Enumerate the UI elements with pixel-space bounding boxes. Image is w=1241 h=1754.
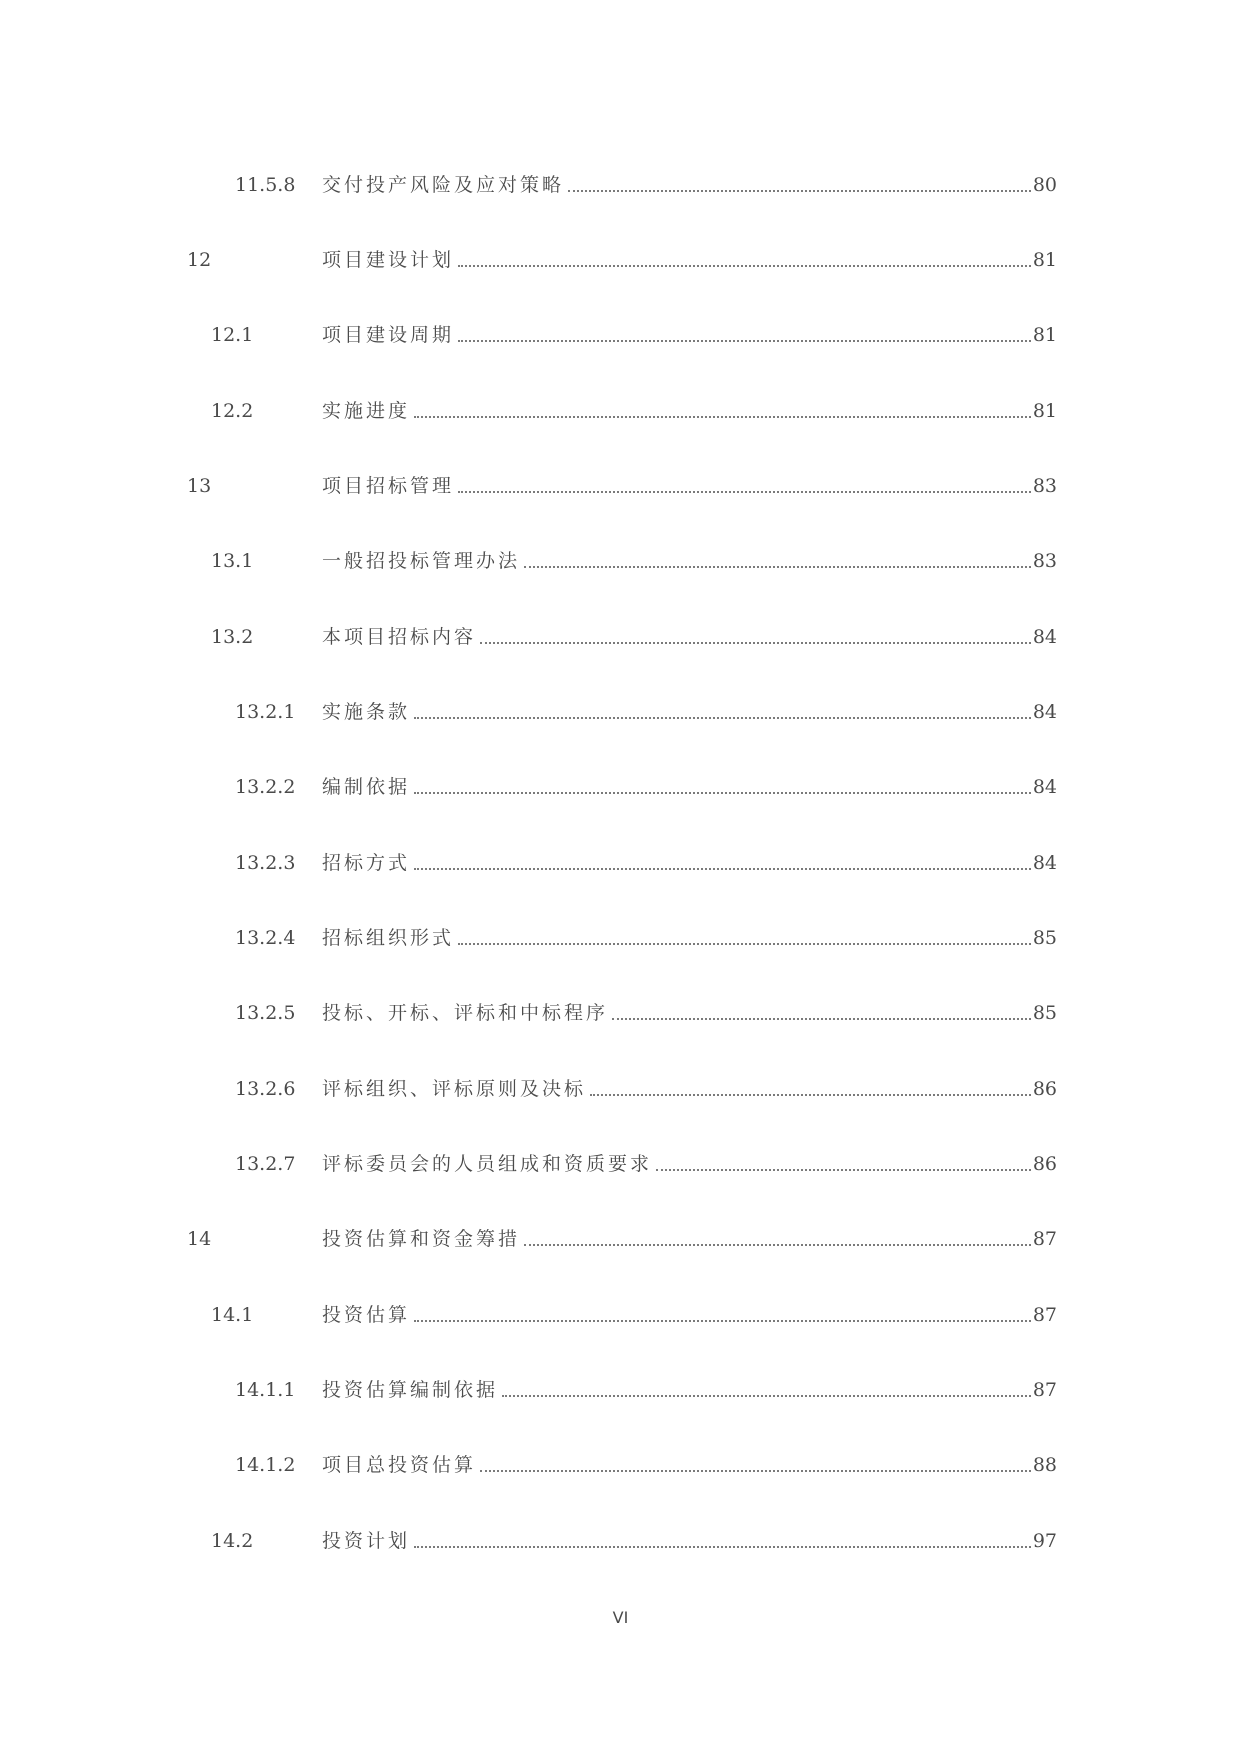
toc-entry-title: 项目建设周期 [322,324,455,346]
toc-entry-page: 97 [1032,1530,1057,1552]
dot-leader [524,565,1031,568]
toc-entry[interactable] [0,546,1241,576]
dot-leader [414,415,1031,418]
toc-entry[interactable] [0,396,1241,426]
toc-entry-page: 80 [1032,174,1057,196]
toc-entry-number: 13 [187,475,212,497]
toc-entry-number: 13.2.4 [235,927,296,949]
toc-entry-title: 本项目招标内容 [322,626,477,648]
toc-entry-number: 14.2 [211,1530,254,1552]
toc-entry-title: 评标委员会的人员组成和资质要求 [322,1153,653,1175]
toc-entry-title: 招标组织形式 [322,927,455,949]
toc-entry-page: 86 [1032,1153,1057,1175]
toc-entry-page: 83 [1032,550,1057,572]
dot-leader [656,1168,1031,1171]
dot-leader [458,264,1031,267]
toc-entry-title: 招标方式 [322,852,411,874]
toc-entry[interactable] [0,848,1241,878]
toc-entry-number: 13.2.6 [235,1078,296,1100]
toc-entry-page: 84 [1032,776,1057,798]
toc-entry-number: 14.1.2 [235,1454,296,1476]
toc-entry-title: 一般招投标管理办法 [322,550,521,572]
toc-entry-page: 84 [1032,852,1057,874]
toc-entry-number: 13.2.1 [235,701,296,723]
toc-entry-title: 交付投产风险及应对策略 [322,174,565,196]
toc-entry-page: 87 [1032,1228,1057,1250]
toc-entry-page: 84 [1032,701,1057,723]
toc-entry[interactable] [0,1149,1241,1179]
dot-leader [414,791,1031,794]
toc-entry[interactable] [0,245,1241,275]
toc-entry[interactable] [0,1300,1241,1330]
dot-leader [458,942,1031,945]
dot-leader [524,1243,1031,1246]
toc-entry-page: 86 [1032,1078,1057,1100]
dot-leader [414,867,1031,870]
toc-entry-title: 实施进度 [322,400,411,422]
toc-entry-number: 12.2 [211,400,254,422]
toc-entry-number: 13.1 [211,550,254,572]
toc-entry[interactable] [0,1375,1241,1405]
dot-leader [414,1545,1031,1548]
dot-leader [414,1319,1031,1322]
dot-leader [612,1017,1031,1020]
toc-entry-page: 83 [1032,475,1057,497]
toc-entry-title: 编制依据 [322,776,411,798]
dot-leader [590,1093,1031,1096]
toc-entry-title: 投资估算和资金筹措 [322,1228,521,1250]
toc-entry[interactable] [0,998,1241,1028]
dot-leader [480,1469,1031,1472]
toc-entry-title: 投资估算编制依据 [322,1379,499,1401]
dot-leader [414,716,1031,719]
toc-entry[interactable] [0,1074,1241,1104]
toc-entry-page: 88 [1032,1454,1057,1476]
toc-entry[interactable] [0,697,1241,727]
toc-entry-title: 项目总投资估算 [322,1454,477,1476]
toc-entry-title: 项目建设计划 [322,249,455,271]
dot-leader [502,1394,1031,1397]
toc-entry-number: 13.2.5 [235,1002,296,1024]
toc-entry[interactable] [0,471,1241,501]
toc-entry-title: 投资估算 [322,1304,411,1326]
toc-entry-page: 81 [1032,324,1057,346]
toc-entry-title: 项目招标管理 [322,475,455,497]
toc-entry[interactable] [0,923,1241,953]
toc-entry[interactable] [0,170,1241,200]
toc-entry-title: 评标组织、评标原则及决标 [322,1078,587,1100]
toc-entry-number: 14 [187,1228,212,1250]
toc-entry[interactable] [0,1224,1241,1254]
toc-entry-number: 14.1 [211,1304,254,1326]
toc-entry-page: 87 [1032,1304,1057,1326]
toc-entry-page: 81 [1032,249,1057,271]
toc-entry[interactable] [0,320,1241,350]
toc-entry-title: 投标、开标、评标和中标程序 [322,1002,609,1024]
toc-entry-number: 12 [187,249,212,271]
toc-entry-number: 13.2.7 [235,1153,296,1175]
toc-entry[interactable] [0,622,1241,652]
toc-entry-title: 投资计划 [322,1530,411,1552]
toc-entry-number: 13.2.3 [235,852,296,874]
toc-entry-number: 14.1.1 [235,1379,296,1401]
toc-entry[interactable] [0,772,1241,802]
toc-entry-number: 13.2 [211,626,254,648]
page-number: VI [612,1608,629,1627]
toc-entry-page: 85 [1032,1002,1057,1024]
dot-leader [480,641,1031,644]
toc-entry-page: 81 [1032,400,1057,422]
toc-entry[interactable] [0,1450,1241,1480]
toc-entry-title: 实施条款 [322,701,411,723]
toc-entry-number: 12.1 [211,324,254,346]
dot-leader [568,189,1031,192]
dot-leader [458,339,1031,342]
toc-entry-number: 11.5.8 [235,174,296,196]
toc-entry-page: 87 [1032,1379,1057,1401]
toc-entry-page: 85 [1032,927,1057,949]
toc-entry-page: 84 [1032,626,1057,648]
toc-entry[interactable] [0,1526,1241,1556]
toc-entry-number: 13.2.2 [235,776,296,798]
dot-leader [458,490,1031,493]
